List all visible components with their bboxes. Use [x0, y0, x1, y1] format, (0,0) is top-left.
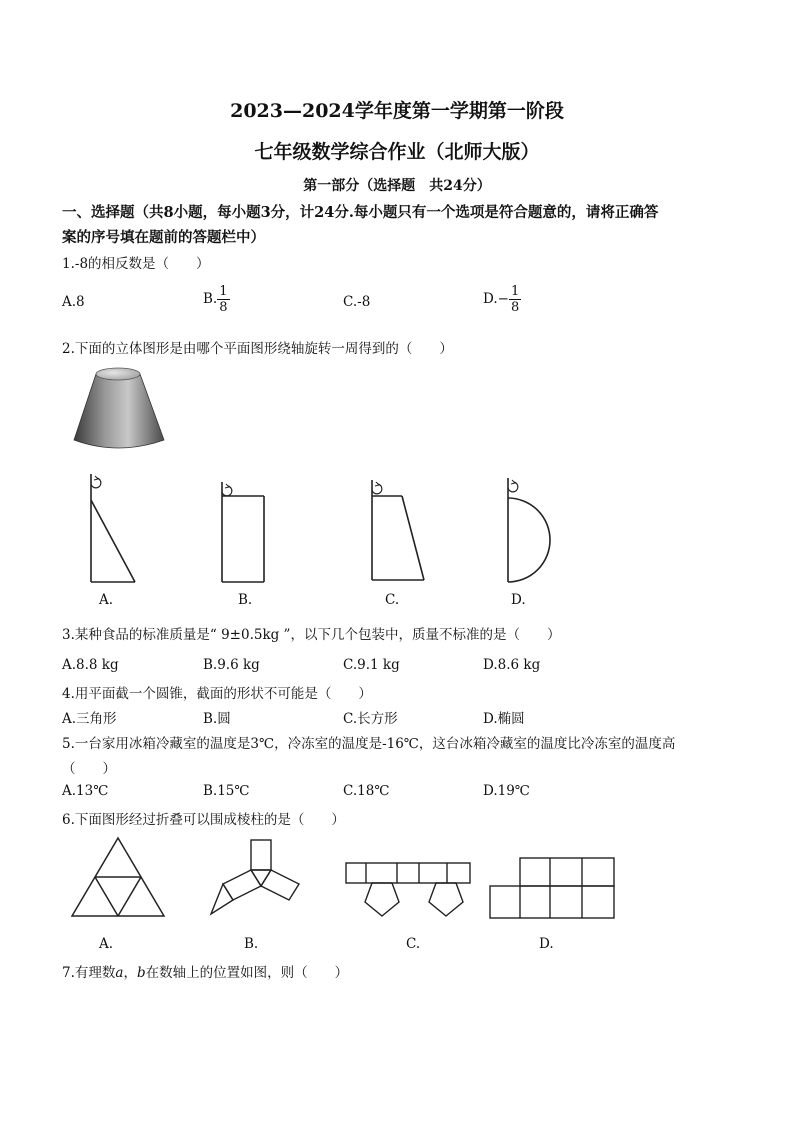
question-1-option-a: A.8	[62, 294, 85, 310]
section-heading-line2: 案的序号填在题前的答题栏中）	[62, 229, 265, 246]
variable-b: b	[136, 965, 146, 981]
page-subtitle: 七年级数学综合作业（北师大版）	[254, 141, 540, 163]
question-3-option-c: C.9.1 kg	[343, 657, 400, 673]
question-4-stem: 4.用平面截一个圆锥，截面的形状不可能是（ ）	[62, 686, 372, 702]
q6-label-b: B.	[244, 936, 259, 952]
question-5-stem-line1: 5.一台家用冰箱冷藏室的温度是3℃，冷冻室的温度是-16℃，这台冰箱冷藏室的温度比冷冻室的温度高	[62, 736, 676, 752]
q2-label-d: D.	[511, 592, 526, 608]
q6-net-d	[486, 856, 622, 924]
q6-label-d: D.	[539, 936, 554, 952]
fraction-b-numerator: 1	[219, 284, 228, 299]
q2-figure-b	[210, 478, 280, 588]
question-5-option-b: B.15℃	[203, 783, 250, 799]
option-d-sign: −	[497, 291, 509, 307]
part-heading: 第一部分（选择题 共24分）	[303, 178, 491, 194]
question-1-option-c: C.-8	[343, 294, 371, 310]
page-title: 2023—2024学年度第一学期第一阶段	[230, 100, 564, 122]
question-4-option-a: A.三角形	[62, 711, 117, 727]
question-1-option-b	[203, 284, 230, 315]
option-d-prefix: D.	[483, 291, 498, 307]
variable-a: a	[115, 965, 124, 981]
question-1-option-d	[483, 284, 521, 315]
frustum-figure	[60, 360, 180, 460]
q2-label-b: B.	[238, 592, 253, 608]
q2-figure-d	[494, 474, 564, 586]
question-1-stem: 1.-8的相反数是（ ）	[62, 256, 210, 272]
q2-label-c: C.	[385, 592, 400, 608]
section-heading-line1: 一、选择题（共8小题，每小题3分，计24分.每小题只有一个选项是符合题意的，请将正确答	[62, 204, 659, 221]
question-3-option-b: B.9.6 kg	[203, 657, 260, 673]
question-5-option-d: D.19℃	[483, 783, 530, 799]
q6-net-a	[68, 836, 168, 920]
option-b-prefix: B.	[203, 291, 218, 307]
fraction-b	[217, 284, 229, 315]
q6-label-c: C.	[406, 936, 421, 952]
question-7-separator: ，	[123, 965, 137, 981]
fraction-b-denominator: 8	[219, 300, 228, 315]
fraction-d-numerator: 1	[510, 284, 520, 299]
q2-label-a: A.	[99, 592, 114, 608]
question-7-suffix: 在数轴上的位置如图，则（ ）	[145, 965, 349, 981]
q2-figure-a	[75, 470, 155, 590]
question-5-option-c: C.18℃	[343, 783, 390, 799]
q6-label-a: A.	[99, 936, 114, 952]
question-7-stem	[62, 961, 348, 981]
question-4-option-c: C.长方形	[343, 711, 398, 727]
question-7-prefix: 7.有理数	[62, 965, 116, 981]
fraction-d-denominator: 8	[510, 300, 520, 315]
question-2-stem: 2.下面的立体图形是由哪个平面图形绕轴旋转一周得到的（ ）	[62, 341, 453, 357]
fraction-d	[509, 284, 521, 315]
question-3-option-d: D.8.6 kg	[483, 657, 541, 673]
question-5-option-a: A.13℃	[62, 783, 109, 799]
question-4-option-d: D.椭圆	[483, 711, 525, 727]
question-5-stem-line2: （ ）	[62, 761, 116, 777]
question-6-stem: 6.下面图形经过折叠可以围成棱柱的是（ ）	[62, 812, 345, 828]
q6-net-b	[205, 838, 305, 920]
q2-figure-c	[360, 476, 440, 586]
question-3-option-a: A.8.8 kg	[62, 657, 119, 673]
question-4-option-b: B.圆	[203, 711, 231, 727]
q6-net-c	[343, 860, 473, 922]
question-3-stem: 3.某种食品的标准质量是“ 9±0.5kg ”，以下几个包装中，质量不标准的是（ ）	[62, 627, 561, 643]
